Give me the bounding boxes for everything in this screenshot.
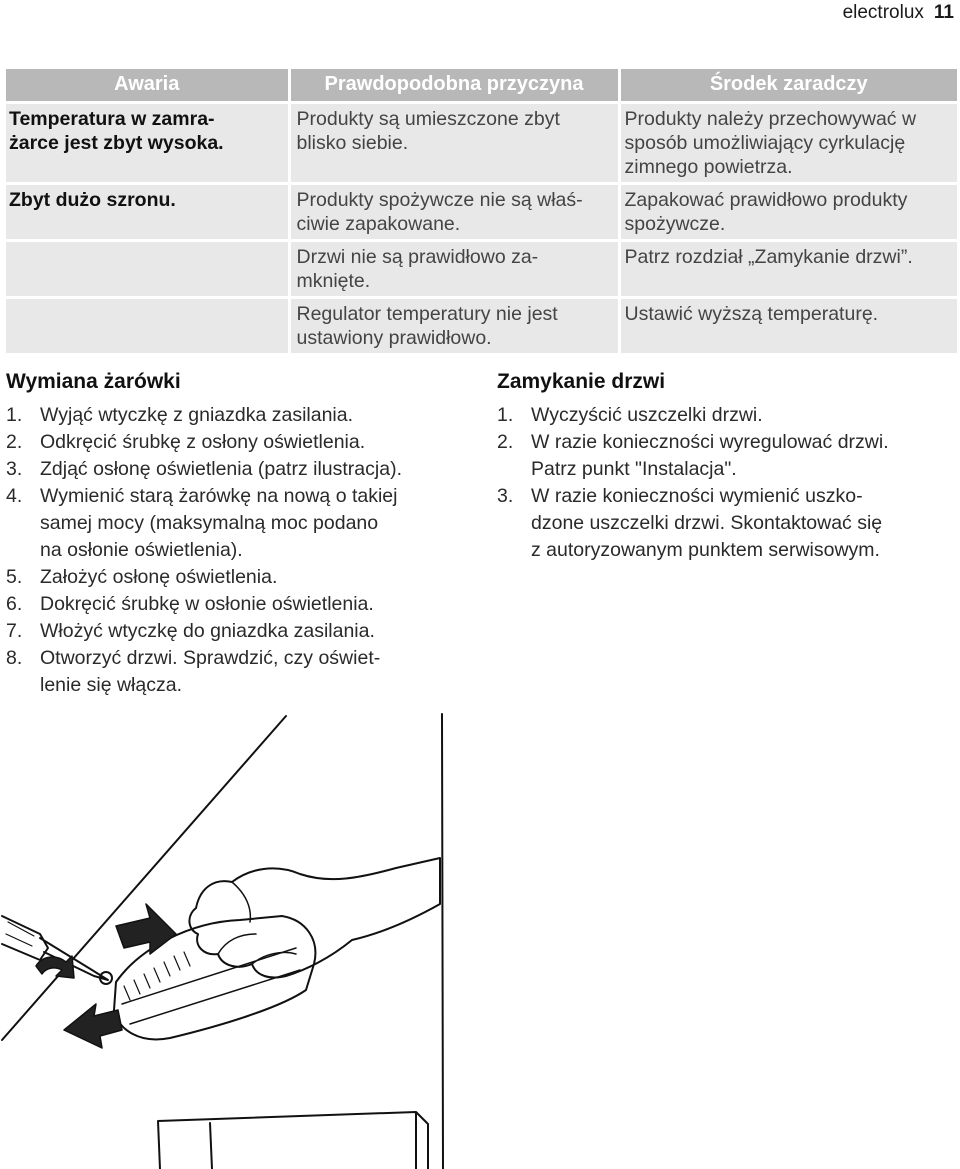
step-number: 5. — [6, 566, 23, 588]
remedy-cell: Produkty należy przechowywać w sposób umożliwiający cyrkulację zimnego powietrza. — [619, 102, 957, 183]
brand-name: electrolux — [842, 2, 924, 23]
column-header-cause: Prawdopodobna przyczyna — [289, 69, 619, 102]
remedy-cell: Ustawić wyższą temperaturę. — [619, 297, 957, 353]
table-row — [6, 183, 957, 240]
step-item — [6, 402, 476, 429]
step-number: 7. — [6, 620, 23, 642]
step-number: 8. — [6, 647, 23, 669]
step-number: 4. — [6, 485, 23, 507]
cause-cell: Produkty spożywcze nie są właś- ciwie zapakowane. — [289, 183, 619, 240]
step-number: 2. — [497, 431, 514, 453]
step-item — [6, 456, 476, 483]
table-row — [6, 102, 957, 183]
fault-cell: Temperatura w zamra- żarce jest zbyt wysoka. — [6, 102, 289, 183]
step-item — [497, 402, 960, 429]
column-header-remedy: Środek zaradczy — [619, 69, 957, 102]
remedy-cell: Patrz rozdział „Zamykanie drzwi”. — [619, 240, 957, 297]
table-header-row — [6, 69, 957, 102]
cause-cell: Regulator temperatury nie jest ustawiony prawidłowo. — [289, 297, 619, 353]
step-text: Odkręcić śrubkę z osłony oświetlenia. — [40, 431, 366, 453]
step-text: W razie konieczności wymienić uszko- dzone uszczelki drzwi. Skontaktować się z autoryzowanym punktem serwisowym. — [531, 485, 883, 561]
step-item — [6, 564, 476, 591]
step-item — [6, 483, 476, 564]
lamp-cover-illustration — [0, 708, 960, 1169]
step-item — [497, 483, 960, 564]
step-item — [6, 645, 476, 699]
step-number: 3. — [6, 458, 23, 480]
door-section-title: Zamykanie drzwi — [497, 370, 666, 393]
table-row — [6, 297, 957, 353]
step-number: 2. — [6, 431, 23, 453]
cause-cell: Produkty są umieszczone zbyt blisko siebie. — [289, 102, 619, 183]
page-number: 11 — [933, 2, 954, 23]
step-item — [497, 429, 960, 483]
step-number: 3. — [497, 485, 514, 507]
step-item — [6, 618, 476, 645]
bulb-steps-list — [6, 402, 476, 699]
arrow-push-icon — [116, 904, 176, 954]
step-text: Założyć osłonę oświetlenia. — [40, 566, 278, 588]
step-number: 1. — [497, 404, 514, 426]
troubleshooting-table — [6, 69, 957, 353]
rotate-arrow-icon — [36, 956, 74, 978]
screwdriver-shape — [2, 916, 108, 980]
cause-cell: Drzwi nie są prawidłowo za- mknięte. — [289, 240, 619, 297]
step-item — [6, 591, 476, 618]
step-number: 6. — [6, 593, 23, 615]
page-header — [843, 2, 954, 24]
step-item — [6, 429, 476, 456]
step-text: Otworzyć drzwi. Sprawdzić, czy oświet- lenie się włącza. — [40, 647, 381, 696]
step-text: Wyjąć wtyczkę z gniazdka zasilania. — [40, 404, 354, 426]
fault-cell: Zbyt dużo szronu. — [6, 183, 289, 240]
arrow-pull-icon — [64, 1004, 122, 1048]
step-text: Dokręcić śrubkę w osłonie oświetlenia. — [40, 593, 374, 615]
column-header-fault: Awaria — [6, 69, 289, 102]
step-text: Zdjąć osłonę oświetlenia (patrz ilustracja). — [40, 458, 402, 480]
remedy-cell: Zapakować prawidłowo produkty spożywcze. — [619, 183, 957, 240]
step-text: Włożyć wtyczkę do gniazdka zasilania. — [40, 620, 375, 642]
fault-cell — [6, 240, 289, 297]
cabinet-vertical-line — [442, 714, 443, 1169]
cabinet-diagonal-line — [2, 716, 286, 1040]
fault-cell — [6, 297, 289, 353]
step-number: 1. — [6, 404, 23, 426]
step-text: Wyczyścić uszczelki drzwi. — [531, 404, 763, 426]
step-text: W razie konieczności wyregulować drzwi. Patrz punkt "Instalacja". — [531, 431, 889, 480]
shelf-rail — [158, 1112, 428, 1169]
door-steps-list — [497, 402, 960, 564]
bulb-section-title: Wymiana żarówki — [6, 370, 181, 393]
step-text: Wymienić starą żarówkę na nową o takiej samej mocy (maksymalną moc podano na osłonie oświetlenia). — [40, 485, 398, 561]
table-row — [6, 240, 957, 297]
